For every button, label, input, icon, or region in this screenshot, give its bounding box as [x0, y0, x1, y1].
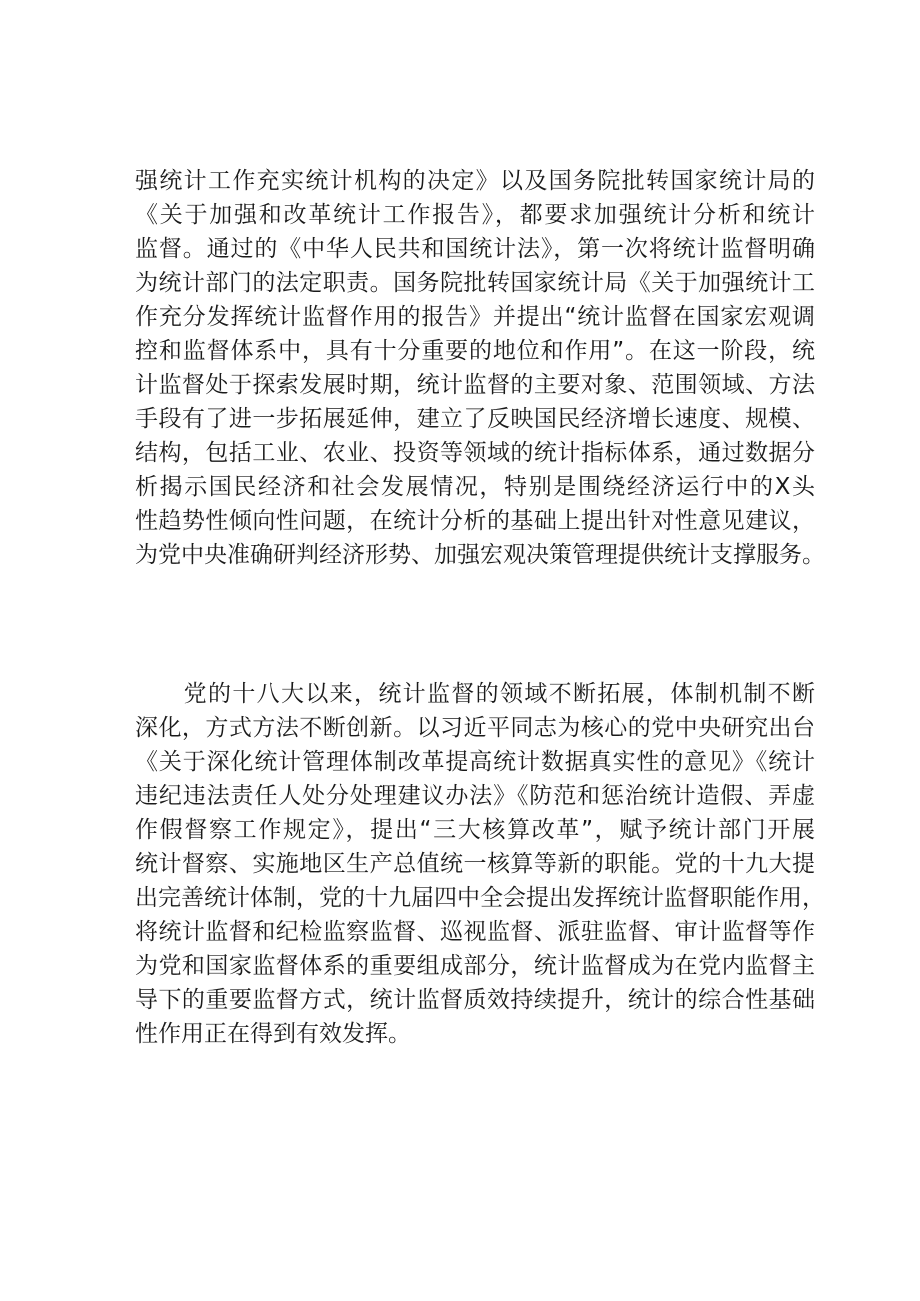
text-line: 性趋势性倾向性问题，在统计分析的基础上提出针对性意见建议， [135, 508, 815, 534]
text-line: 性作用正在得到有效发挥。 [135, 1021, 411, 1047]
text-line: 析揭示国民经济和社会发展情况，特别是围绕经济运行中的X头 [135, 474, 815, 500]
paragraph-2 [135, 677, 825, 1051]
text-line: 违纪违法责任人处分处理建议办法》《防范和惩治统计造假、弄虚 [135, 783, 815, 809]
text-line: 为党中央准确研判经济形势、加强宏观决策管理提供统计支撑服务。 [135, 542, 825, 568]
text-line: 导下的重要监督方式，统计监督质效持续提升，统计的综合性基础 [135, 987, 815, 1013]
text-line: 作充分发挥统计监督作用的报告》并提出“统计监督在国家宏观调 [135, 304, 815, 330]
text-line: 将统计监督和纪检监察监督、巡视监督、派驻监督、审计监督等作 [135, 919, 815, 945]
text-line: 《关于加强和改革统计工作报告》，都要求加强统计分析和统计 [135, 202, 815, 228]
text-line: 控和监督体系中，具有十分重要的地位和作用”。在这一阶段，统 [135, 338, 815, 364]
text-line: 统计督察、实施地区生产总值统一核算等新的职能。党的十九大提 [135, 851, 815, 877]
text-line: 为统计部门的法定职责。国务院批转国家统计局《关于加强统计工 [135, 270, 815, 296]
text-line: 监督。通过的《中华人民共和国统计法》，第一次将统计监督明确 [135, 236, 815, 262]
text-line: 《关于深化统计管理体制改革提高统计数据真实性的意见》《统计 [135, 749, 815, 775]
text-line: 结构，包括工业、农业、投资等领域的统计指标体系，通过数据分 [135, 440, 815, 466]
text-line: 为党和国家监督体系的重要组成部分，统计监督成为在党内监督主 [135, 953, 815, 979]
text-line: 深化，方式方法不断创新。以习近平同志为核心的党中央研究出台 [135, 715, 815, 741]
text-line: 党的十八大以来，统计监督的领域不断拓展，体制机制不断 [135, 681, 815, 707]
text-line: 作假督察工作规定》，提出“三大核算改革”，赋予统计部门开展 [135, 817, 815, 843]
text-line: 出完善统计体制，党的十九届四中全会提出发挥统计监督职能作用， [135, 885, 825, 911]
text-line: 手段有了进一步拓展延伸，建立了反映国民经济增长速度、规模、 [135, 406, 815, 432]
text-line: 强统计工作充实统计机构的决定》以及国务院批转国家统计局的 [135, 168, 815, 194]
paragraph-1 [135, 164, 825, 572]
text-line: 计监督处于探索发展时期，统计监督的主要对象、范围领域、方法 [135, 372, 815, 398]
